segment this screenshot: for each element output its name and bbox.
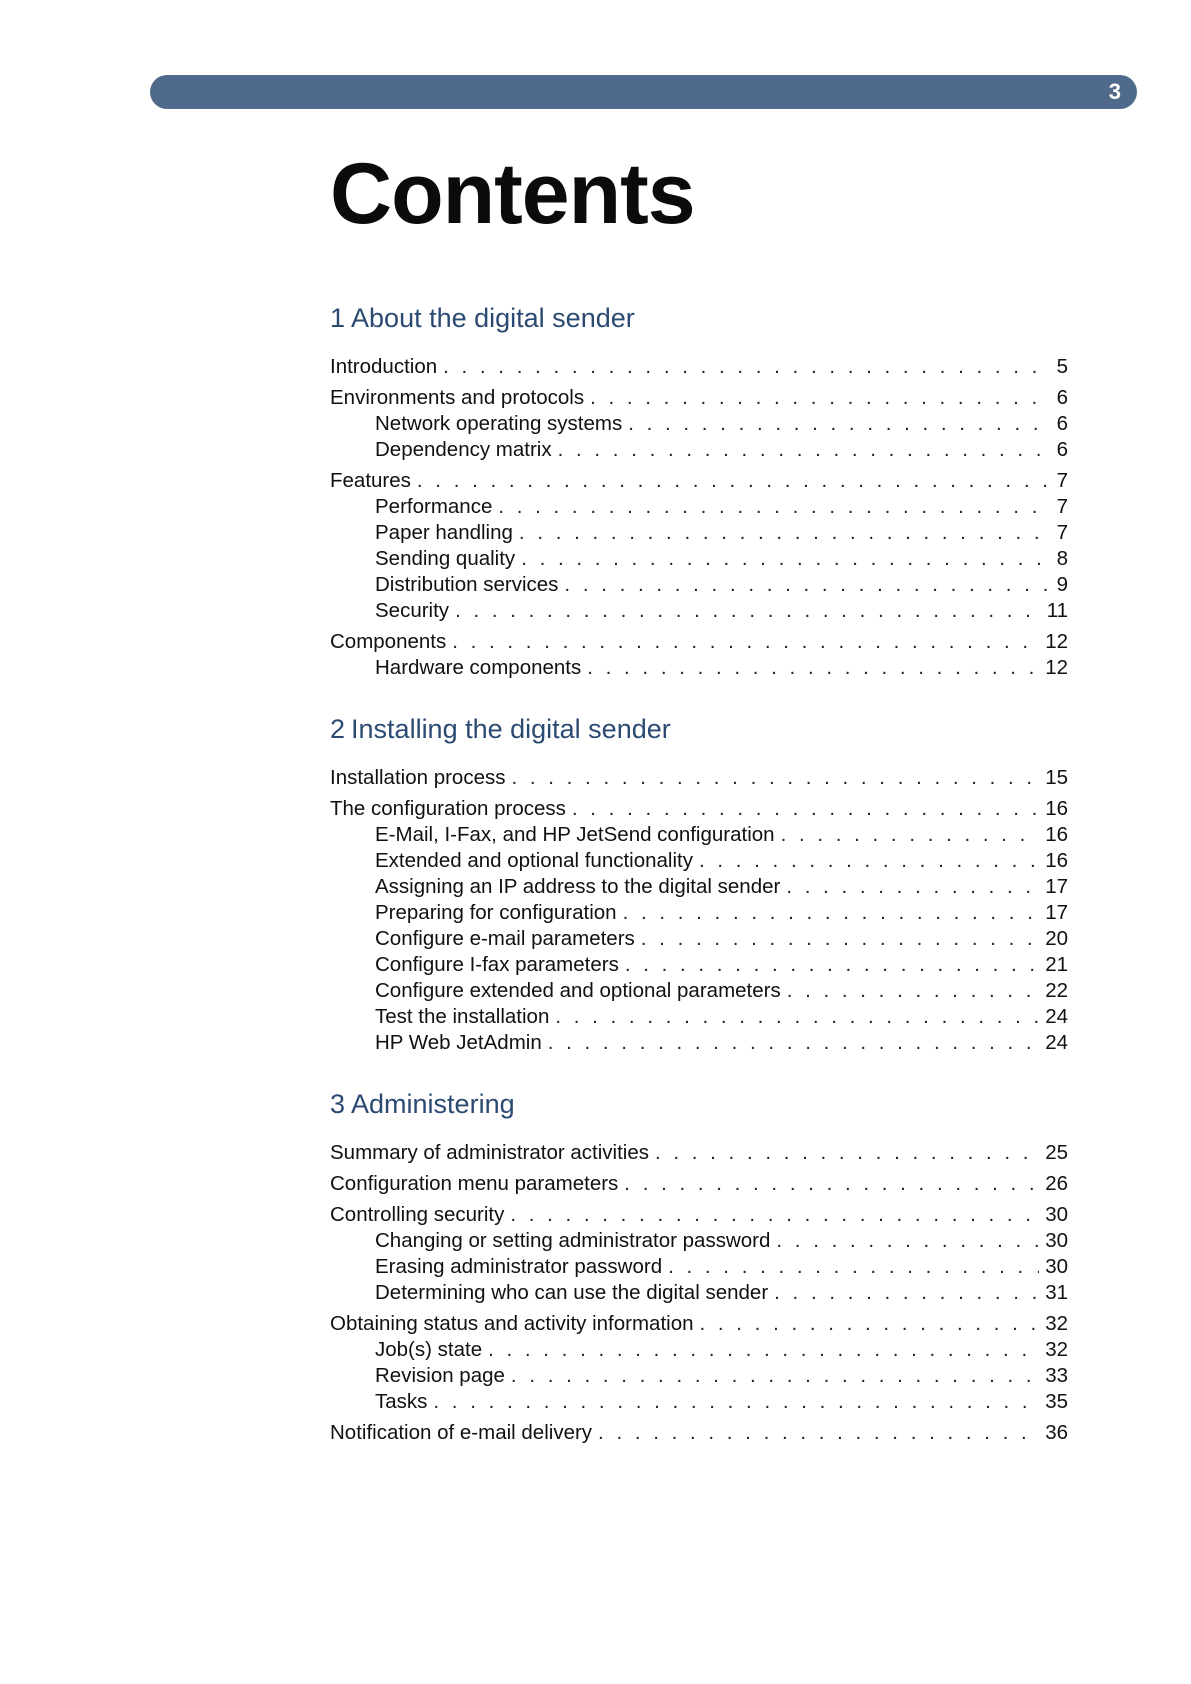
entry-page-number: 21 bbox=[1045, 953, 1068, 976]
toc-subentry[interactable] bbox=[330, 1337, 1068, 1363]
page-title: Contents bbox=[330, 146, 695, 242]
entry-title: Features bbox=[330, 469, 411, 492]
toc-subentry[interactable] bbox=[330, 1004, 1068, 1030]
entry-title: Job(s) state bbox=[375, 1338, 483, 1361]
entry-title: Summary of administrator activities bbox=[330, 1141, 649, 1164]
entry-title: Assigning an IP address to the digital sender bbox=[375, 875, 781, 898]
chapter-3 bbox=[330, 1086, 1068, 1446]
dot-leader bbox=[625, 952, 1039, 978]
entry-title: Notification of e-mail delivery bbox=[330, 1421, 593, 1444]
entry-page-number: 24 bbox=[1045, 1005, 1068, 1028]
entry-page-number: 30 bbox=[1045, 1229, 1068, 1252]
toc-subentry[interactable] bbox=[330, 1363, 1068, 1389]
entry-page-number: 15 bbox=[1045, 766, 1068, 789]
dot-leader bbox=[655, 1140, 1039, 1166]
toc-subentry[interactable] bbox=[330, 874, 1068, 900]
toc-subentry[interactable] bbox=[330, 494, 1068, 520]
toc-entry[interactable] bbox=[330, 629, 1068, 655]
entry-page-number: 33 bbox=[1045, 1364, 1068, 1387]
toc-entry[interactable] bbox=[330, 385, 1068, 411]
dot-leader bbox=[558, 437, 1051, 463]
entry-title: Distribution services bbox=[375, 573, 559, 596]
dot-leader bbox=[776, 1228, 1039, 1254]
chapter-number: 1 bbox=[330, 303, 346, 333]
dot-leader bbox=[598, 1420, 1039, 1446]
toc-subentry[interactable] bbox=[330, 848, 1068, 874]
entry-title: Revision page bbox=[375, 1364, 505, 1387]
entry-title: Hardware components bbox=[375, 656, 582, 679]
dot-leader bbox=[510, 1202, 1039, 1228]
chapter-title: Installing the digital sender bbox=[351, 714, 671, 744]
entry-title: Security bbox=[375, 599, 450, 622]
entry-title: Paper handling bbox=[375, 521, 513, 544]
toc-subentry[interactable] bbox=[330, 1254, 1068, 1280]
chapter-heading[interactable] bbox=[330, 711, 1068, 747]
toc-subentry[interactable] bbox=[330, 900, 1068, 926]
entry-title: Changing or setting administrator password bbox=[375, 1229, 771, 1252]
dot-leader bbox=[433, 1389, 1039, 1415]
entry-title: Network operating systems bbox=[375, 412, 623, 435]
entry-page-number: 36 bbox=[1045, 1421, 1068, 1444]
toc-subentry[interactable] bbox=[330, 1389, 1068, 1415]
toc-subentry[interactable] bbox=[330, 926, 1068, 952]
dot-leader bbox=[455, 598, 1041, 624]
entry-page-number: 20 bbox=[1045, 927, 1068, 950]
entry-page-number: 35 bbox=[1045, 1390, 1068, 1413]
dot-leader bbox=[555, 1004, 1039, 1030]
entry-page-number: 31 bbox=[1045, 1281, 1068, 1304]
toc-subentry[interactable] bbox=[330, 520, 1068, 546]
dot-leader bbox=[452, 629, 1039, 655]
entry-title: Configure e-mail parameters bbox=[375, 927, 635, 950]
entry-page-number: 7 bbox=[1056, 521, 1068, 544]
dot-leader bbox=[587, 655, 1039, 681]
entry-page-number: 7 bbox=[1056, 469, 1068, 492]
toc-entry[interactable] bbox=[330, 354, 1068, 380]
entry-title: Controlling security bbox=[330, 1203, 505, 1226]
toc-subentry[interactable] bbox=[330, 822, 1068, 848]
entry-title: Configure extended and optional parameters bbox=[375, 979, 781, 1002]
header-bar bbox=[150, 75, 1137, 109]
dot-leader bbox=[417, 468, 1051, 494]
entry-title: Configuration menu parameters bbox=[330, 1172, 619, 1195]
dot-leader bbox=[443, 354, 1050, 380]
toc-entry[interactable] bbox=[330, 1202, 1068, 1228]
entry-title: Performance bbox=[375, 495, 493, 518]
toc-entry[interactable] bbox=[330, 796, 1068, 822]
table-of-contents bbox=[330, 300, 1068, 1476]
toc-subentry[interactable] bbox=[330, 978, 1068, 1004]
dot-leader bbox=[699, 848, 1039, 874]
dot-leader bbox=[623, 900, 1040, 926]
toc-entry[interactable] bbox=[330, 1140, 1068, 1166]
entry-title: Environments and protocols bbox=[330, 386, 585, 409]
entry-page-number: 17 bbox=[1045, 901, 1068, 924]
toc-subentry[interactable] bbox=[330, 411, 1068, 437]
dot-leader bbox=[548, 1030, 1039, 1056]
dot-leader bbox=[511, 1363, 1039, 1389]
dot-leader bbox=[624, 1171, 1039, 1197]
entry-title: Preparing for configuration bbox=[375, 901, 617, 924]
entry-page-number: 16 bbox=[1045, 823, 1068, 846]
toc-subentry[interactable] bbox=[330, 546, 1068, 572]
entry-page-number: 12 bbox=[1045, 630, 1068, 653]
entry-title: Installation process bbox=[330, 766, 506, 789]
chapter-1 bbox=[330, 300, 1068, 681]
dot-leader bbox=[488, 1337, 1039, 1363]
dot-leader bbox=[519, 520, 1051, 546]
toc-subentry[interactable] bbox=[330, 1280, 1068, 1306]
chapter-title: Administering bbox=[351, 1089, 515, 1119]
toc-subentry[interactable] bbox=[330, 655, 1068, 681]
entry-page-number: 16 bbox=[1045, 797, 1068, 820]
chapter-number: 3 bbox=[330, 1089, 346, 1119]
entry-page-number: 5 bbox=[1056, 355, 1068, 378]
entry-title: Test the installation bbox=[375, 1005, 550, 1028]
dot-leader bbox=[781, 822, 1040, 848]
entry-title: Determining who can use the digital sender bbox=[375, 1281, 769, 1304]
entry-page-number: 32 bbox=[1045, 1338, 1068, 1361]
chapter-entries bbox=[330, 765, 1068, 1056]
dot-leader bbox=[700, 1311, 1040, 1337]
dot-leader bbox=[787, 978, 1039, 1004]
dot-leader bbox=[590, 385, 1050, 411]
entry-page-number: 6 bbox=[1056, 386, 1068, 409]
toc-entry[interactable] bbox=[330, 1311, 1068, 1337]
chapter-number: 2 bbox=[330, 714, 346, 744]
dot-leader bbox=[786, 874, 1039, 900]
dot-leader bbox=[564, 572, 1050, 598]
dot-leader bbox=[641, 926, 1039, 952]
toc-subentry[interactable] bbox=[330, 572, 1068, 598]
entry-page-number: 24 bbox=[1045, 1031, 1068, 1054]
toc-entry[interactable] bbox=[330, 468, 1068, 494]
toc-subentry[interactable] bbox=[330, 598, 1068, 624]
chapter-heading[interactable] bbox=[330, 1086, 1068, 1122]
chapter-entries bbox=[330, 1140, 1068, 1446]
dot-leader bbox=[521, 546, 1050, 572]
toc-entry[interactable] bbox=[330, 1420, 1068, 1446]
entry-title: Erasing administrator password bbox=[375, 1255, 663, 1278]
entry-title: Dependency matrix bbox=[375, 438, 552, 461]
entry-page-number: 7 bbox=[1056, 495, 1068, 518]
toc-subentry[interactable] bbox=[330, 952, 1068, 978]
entry-title: Extended and optional functionality bbox=[375, 849, 693, 872]
entry-page-number: 6 bbox=[1056, 412, 1068, 435]
entry-page-number: 8 bbox=[1056, 547, 1068, 570]
entry-title: HP Web JetAdmin bbox=[375, 1031, 542, 1054]
entry-title: Sending quality bbox=[375, 547, 516, 570]
dot-leader bbox=[628, 411, 1050, 437]
toc-subentry[interactable] bbox=[330, 1030, 1068, 1056]
entry-page-number: 32 bbox=[1045, 1312, 1068, 1335]
entry-page-number: 30 bbox=[1045, 1255, 1068, 1278]
entry-page-number: 9 bbox=[1056, 573, 1068, 596]
entry-page-number: 22 bbox=[1045, 979, 1068, 1002]
entry-title: The configuration process bbox=[330, 797, 566, 820]
entry-title: E-Mail, I-Fax, and HP JetSend configuration bbox=[375, 823, 775, 846]
entry-title: Introduction bbox=[330, 355, 438, 378]
dot-leader bbox=[572, 796, 1039, 822]
entry-page-number: 17 bbox=[1045, 875, 1068, 898]
entry-title: Obtaining status and activity information bbox=[330, 1312, 694, 1335]
entry-title: Configure I-fax parameters bbox=[375, 953, 619, 976]
toc-entry[interactable] bbox=[330, 765, 1068, 791]
entry-page-number: 30 bbox=[1045, 1203, 1068, 1226]
page-number: 3 bbox=[1108, 79, 1121, 104]
entry-page-number: 6 bbox=[1056, 438, 1068, 461]
chapter-title: About the digital sender bbox=[351, 303, 635, 333]
entry-page-number: 11 bbox=[1046, 599, 1068, 622]
toc-subentry[interactable] bbox=[330, 1228, 1068, 1254]
entry-page-number: 25 bbox=[1045, 1141, 1068, 1164]
chapter-entries bbox=[330, 354, 1068, 681]
entry-page-number: 16 bbox=[1045, 849, 1068, 872]
chapter-2 bbox=[330, 711, 1068, 1056]
entry-title: Components bbox=[330, 630, 447, 653]
chapter-heading[interactable] bbox=[330, 300, 1068, 336]
dot-leader bbox=[668, 1254, 1039, 1280]
entry-title: Tasks bbox=[375, 1390, 428, 1413]
entry-page-number: 12 bbox=[1045, 656, 1068, 679]
dot-leader bbox=[498, 494, 1050, 520]
dot-leader bbox=[774, 1280, 1039, 1306]
entry-page-number: 26 bbox=[1045, 1172, 1068, 1195]
dot-leader bbox=[511, 765, 1039, 791]
toc-entry[interactable] bbox=[330, 1171, 1068, 1197]
toc-subentry[interactable] bbox=[330, 437, 1068, 463]
